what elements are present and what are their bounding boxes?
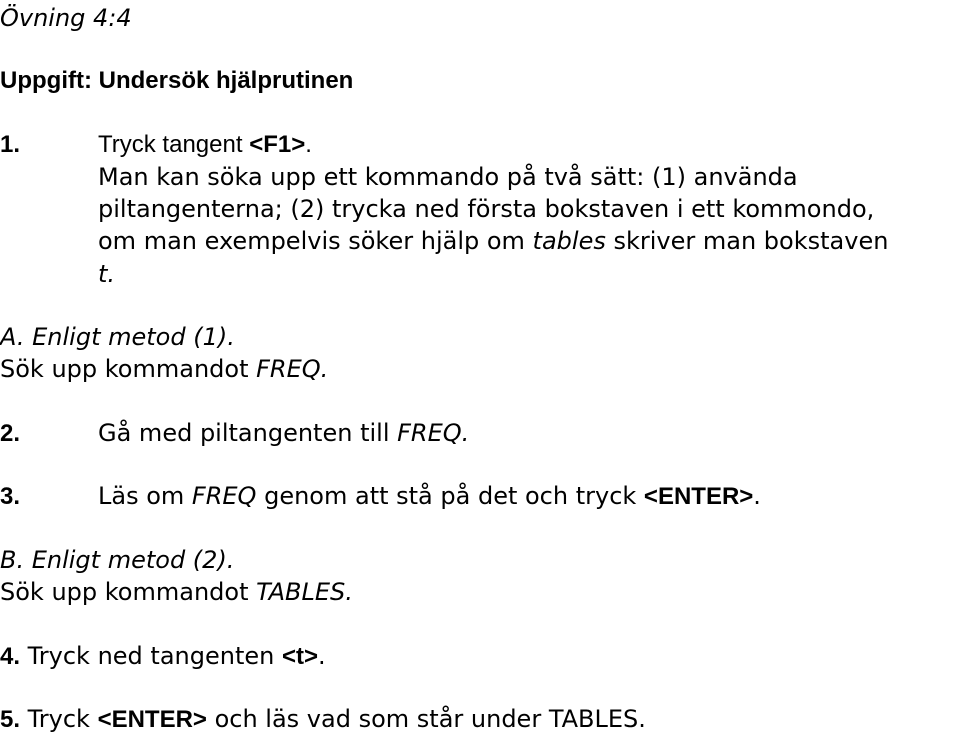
step-3-em: FREQ [191, 482, 257, 510]
step-3-key: <ENTER> [643, 483, 754, 510]
step-1-desc-3b: skriver man bokstaven [605, 227, 889, 255]
step-5-number: 5. [0, 706, 21, 733]
step-2 [0, 421, 469, 446]
step-1-key: <F1> [249, 131, 306, 158]
step-4-end: . [318, 642, 326, 670]
section-a-heading: A. Enligt metod (1). [0, 323, 235, 351]
step-4 [0, 644, 326, 669]
step-1-desc-line-1: Man kan söka upp ett kommando på två sätt: (1) använda [98, 163, 798, 191]
step-4-number: 4. [0, 643, 21, 670]
step-5-text-b: och läs vad som står under TABLES. [206, 705, 646, 733]
section-a-line-text: Sök upp kommandot [0, 355, 257, 383]
step-1 [0, 133, 312, 157]
step-5 [0, 707, 646, 732]
section-b-heading: B. Enligt metod (2). [0, 546, 235, 574]
step-3-end: . [753, 482, 761, 510]
section-a-line [0, 357, 328, 381]
task-heading: Uppgift: Undersök hjälprutinen [0, 67, 354, 94]
step-2-em: FREQ. [397, 419, 470, 447]
section-b-line-text: Sök upp kommandot [0, 578, 257, 606]
section-a-line-em: FREQ. [256, 355, 329, 383]
step-1-text: Tryck tangent [98, 131, 243, 158]
step-3-text-b: genom att stå på det och tryck [256, 482, 644, 510]
section-b-line-em: TABLES. [256, 578, 353, 606]
section-b-line [0, 580, 353, 604]
step-5-text-a: Tryck [20, 705, 98, 733]
step-1-number: 1. [0, 131, 21, 158]
step-3 [0, 484, 761, 509]
step-2-text: Gå med piltangenten till [98, 419, 398, 447]
step-1-desc-line-4: t. [98, 260, 116, 288]
step-4-key: <t> [281, 643, 318, 670]
exercise-title: Övning 4:4 [0, 4, 132, 32]
step-1-end: . [305, 131, 312, 158]
step-2-number: 2. [0, 420, 21, 447]
step-1-desc-line-3 [98, 229, 888, 253]
step-1-desc-3a: om man exempelvis söker hjälp om [98, 227, 533, 255]
step-3-text-a: Läs om [98, 482, 192, 510]
step-5-key: <ENTER> [97, 706, 207, 733]
step-4-text: Tryck ned tangenten [20, 642, 282, 670]
step-1-desc-line-2: piltangenterna; (2) trycka ned första bokstaven i ett kommondo, [98, 195, 875, 223]
step-1-desc-3-em: tables [532, 227, 606, 255]
step-3-number: 3. [0, 483, 21, 510]
